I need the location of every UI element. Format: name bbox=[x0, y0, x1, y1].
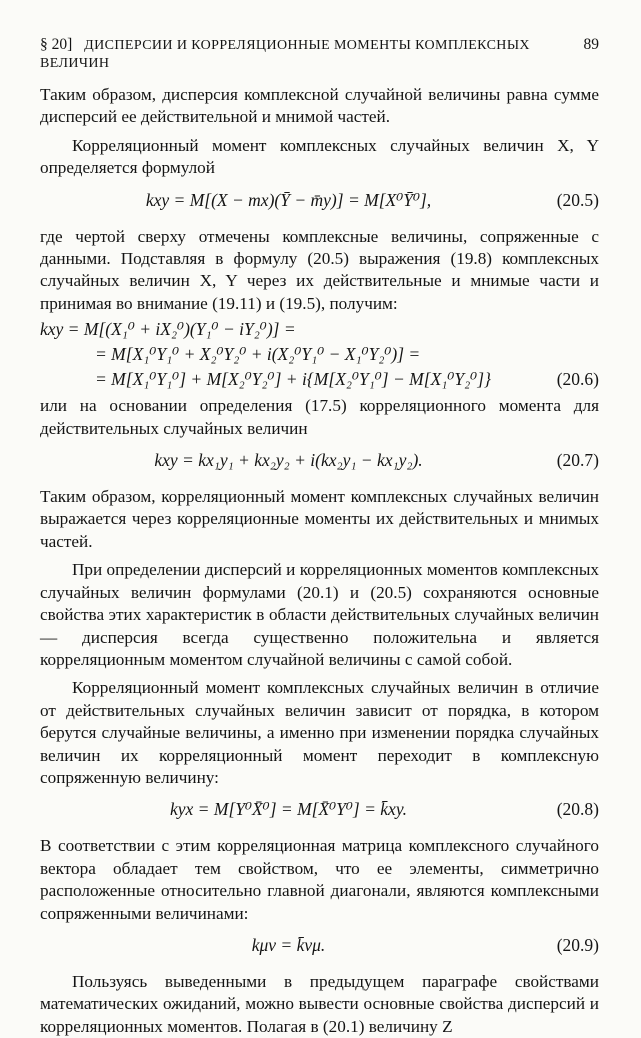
equation-20-5 bbox=[40, 180, 599, 226]
equation-line: = M[X₁⁰Y₁⁰ + X₂⁰Y₂⁰ + i(X₂⁰Y₁⁰ − X₁⁰Y₂⁰)] = bbox=[95, 344, 421, 365]
paragraph: Пользуясь выведенными в предыдущем параграфе свойствами математических ожиданий, можно вывести основные свойства дисперсий и корреляционных моментов. Полагая в (20.1) величину Z bbox=[40, 971, 599, 1036]
equation-line: = M[X₁⁰Y₁⁰] + M[X₂⁰Y₂⁰] + i{M[X₂⁰Y₁⁰] − M[X₁⁰Y₂⁰]} bbox=[95, 369, 491, 390]
equation-number: (20.9) bbox=[556, 934, 599, 955]
equation-body: kxy = M[(X − mx)(Ȳ − m̄y)] = M[X⁰Ȳ⁰], bbox=[145, 189, 432, 210]
running-title: ДИСПЕРСИИ И КОРРЕЛЯЦИОННЫЕ МОМЕНТЫ КОМПЛЕКСНЫХ ВЕЛИЧИН bbox=[40, 38, 530, 71]
equation-number: (20.8) bbox=[556, 799, 599, 820]
paragraph: В соответствии с этим корреляционная матрица комплексного случайного вектора обладает тем свойством, что ее элементы, симметрично расположенные относительно главной диагонали, являются комплексными сопряженными величинами: bbox=[40, 836, 599, 923]
equation-20-8 bbox=[40, 789, 599, 835]
paragraph: При определении дисперсий и корреляционных моментов комплексных случайных величин формулами (20.1) и (20.5) сохраняются основные свойства этих характеристик в области действительных случайных величин — дисперсия всегда существенно положительна и является корреляционным моментом случайной величины с самой собой. bbox=[40, 560, 599, 669]
equation-number: (20.5) bbox=[556, 189, 599, 210]
equation-number: (20.7) bbox=[556, 450, 599, 471]
page-number: 89 bbox=[583, 36, 599, 53]
paragraph: Корреляционный момент комплексных случайных величин в отличие от действительных случайных величин зависит от порядка, в котором берутся случайные величины, а именно при изменении порядка случайных величин их корреляционный момент переходит в комплексную сопряженную величину: bbox=[40, 678, 599, 787]
paragraph: Корреляционный момент комплексных случайных величин X, Y определяется формулой bbox=[40, 135, 599, 178]
header-left bbox=[40, 36, 584, 72]
equation-body: kyx = M[Y⁰X̄⁰] = M[X̄⁰Y⁰] = k̄xy. bbox=[170, 799, 407, 820]
paragraph: где чертой сверху отмечены комплексные величины, сопряженные с данными. Подставляя в формулу (20.5) выражения (19.8) комплексных случайных величин X, Y через их действительные и мнимые части и принимая во внимание (19.11) и (19.5), получим: bbox=[40, 226, 599, 313]
paragraph: или на основании определения (17.5) корреляционного момента для действительных случайных величин bbox=[40, 396, 599, 438]
equation-20-9 bbox=[40, 925, 599, 971]
equation-line: kxy = M[(X₁⁰ + iX₂⁰)(Y₁⁰ − iY₂⁰)] = bbox=[40, 319, 296, 340]
equation-20-6 bbox=[40, 315, 599, 395]
equation-body: kμν = k̄νμ. bbox=[251, 934, 326, 955]
section-marker: § 20] bbox=[40, 36, 73, 53]
equation-number: (20.6) bbox=[556, 369, 599, 390]
running-header bbox=[40, 36, 599, 72]
equation-20-7 bbox=[40, 440, 599, 486]
equation-body: kxy = kx₁y₁ + kx₂y₂ + i(kx₂y₁ − kx₁y₂). bbox=[154, 450, 423, 471]
paragraph: Таким образом, дисперсия комплексной случайной величины равна сумме дисперсий ее действительной и мнимой частей. bbox=[40, 85, 599, 127]
paragraph: Таким образом, корреляционный момент комплексных случайных величин выражается через корреляционные моменты их действительных и мнимых частей. bbox=[40, 487, 599, 551]
